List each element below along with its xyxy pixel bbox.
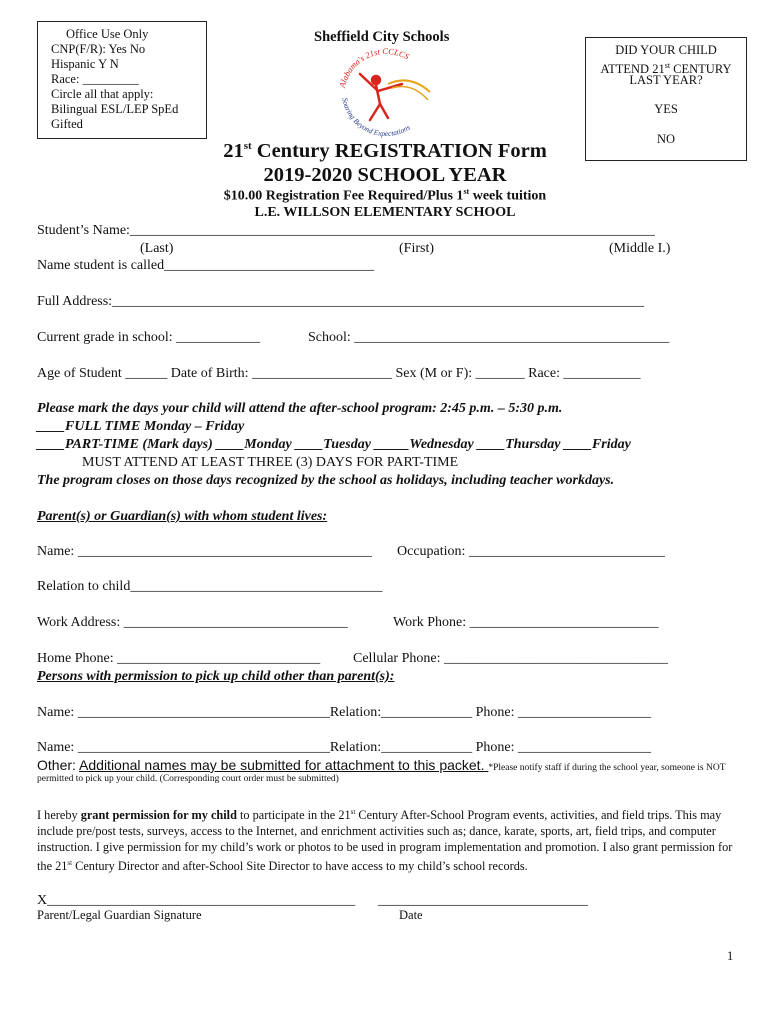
- page-number: 1: [727, 949, 734, 963]
- office-use-title: Office Use Only: [66, 27, 149, 41]
- days-instruction: Please mark the days your child will attend the after-school program: 2:45 p.m. – 5:30 p.m.: [37, 401, 563, 416]
- district-name: Sheffield City Schools: [314, 29, 450, 45]
- relation-field[interactable]: Relation to child____________________________________: [37, 579, 383, 594]
- guardian-name-field[interactable]: Name: __________________________________________: [37, 544, 372, 559]
- office-gifted: Gifted: [51, 117, 83, 131]
- grade-field[interactable]: Current grade in school: ____________: [37, 330, 261, 345]
- other-note-2: permitted to pick up your child. (Corresponding court order must be submitted): [37, 774, 339, 784]
- date-label: Date: [399, 908, 423, 922]
- school-name: L.E. WILLSON ELEMENTARY SCHOOL: [254, 205, 516, 220]
- middle-label: (Middle I.): [609, 241, 671, 256]
- name-called-field[interactable]: Name student is called______________________________: [37, 258, 375, 273]
- permission-paragraph: I hereby grant permission for my child to participate in the 21st Century After-School Program events, activities, and field trips. This may include pre/post tests, surveys, access to the Internet, and enrichment activities such as; dance, karate, sports, art, field trips, and computer instruction. I give permission for my child’s work or photos to be used in program implementation and promotion. I also grant permission for the 21st Century Director and after-School Site Director to have access to my child’s school records.: [37, 808, 733, 874]
- cell-phone-field[interactable]: Cellular Phone: ________________________________: [353, 651, 668, 666]
- svg-text:Soaring Beyond Expectations: [340, 97, 411, 138]
- work-address-field[interactable]: Work Address: ________________________________: [37, 615, 348, 630]
- last-label: (Last): [140, 241, 174, 256]
- closure-note: The program closes on those days recognized by the school as holidays, including teacher workdays.: [37, 473, 615, 488]
- signature-label: Parent/Legal Guardian Signature: [37, 908, 202, 922]
- guardian-heading: Parent(s) or Guardian(s) with whom student lives:: [37, 509, 328, 524]
- school-year: 2019-2020 SCHOOL YEAR: [263, 164, 507, 186]
- office-race: Race: _________: [51, 72, 139, 86]
- prior-line1: DID YOUR CHILD: [615, 43, 717, 57]
- full-time-option[interactable]: ____FULL TIME Monday – Friday: [37, 419, 245, 434]
- age-dob-sex-race-field[interactable]: Age of Student ______ Date of Birth: ____________________ Sex (M or F): _______ Race: ___________: [37, 366, 641, 381]
- signature-line[interactable]: X____________________________________________: [37, 893, 356, 908]
- office-bilingual: Bilingual ESL/LEP SpEd: [51, 102, 179, 116]
- logo-bottom-text: Soaring Beyond Expectations: [340, 96, 412, 139]
- pickup-name-2[interactable]: Name: ____________________________________Relation:_____________ Phone: ___________________: [37, 740, 652, 755]
- must-attend-note: MUST ATTEND AT LEAST THREE (3) DAYS FOR PART-TIME: [82, 455, 459, 470]
- office-hispanic: Hispanic Y N: [51, 57, 119, 71]
- prior-line3: LAST YEAR?: [629, 73, 703, 87]
- work-phone-field[interactable]: Work Phone: ___________________________: [393, 615, 659, 630]
- occupation-field[interactable]: Occupation: ____________________________: [397, 544, 665, 559]
- prior-yes: YES: [654, 102, 678, 116]
- office-cnp: CNP(F/R): Yes No: [51, 42, 146, 56]
- date-line[interactable]: ______________________________: [378, 893, 588, 908]
- logo-top-text: Alabama's 21st CCLCS: [336, 45, 412, 89]
- home-phone-field[interactable]: Home Phone: _____________________________: [37, 651, 321, 666]
- fee-line: $10.00 Registration Fee Required/Plus 1st week tuition: [223, 187, 547, 204]
- form-title: 21st Century REGISTRATION Form: [223, 140, 547, 162]
- cclc-logo: [330, 44, 442, 144]
- pickup-heading: Persons with permission to pick up child other than parent(s):: [37, 669, 395, 684]
- student-name-field[interactable]: Student’s Name:___________________________________________________________________________: [37, 223, 655, 238]
- first-label: (First): [399, 241, 434, 256]
- office-circle: Circle all that apply:: [51, 87, 154, 101]
- prior-no: NO: [656, 132, 676, 146]
- part-time-option[interactable]: ____PART-TIME (Mark days) ____Monday ____Tuesday _____Wednesday ____Thursday ____Friday: [37, 437, 631, 452]
- pickup-name-1[interactable]: Name: ____________________________________Relation:_____________ Phone: ___________________: [37, 705, 652, 720]
- school-field[interactable]: School: _____________________________________________: [308, 330, 670, 345]
- office-use-box: [37, 21, 207, 139]
- other-line: Other: Additional names may be submitted for attachment to this packet. *Please notify staff if during the school year, someone is NOT: [37, 757, 726, 773]
- prior-line2: ATTEND 21st CENTURY: [600, 61, 732, 77]
- full-address-field[interactable]: Full Address:____________________________________________________________________________: [37, 294, 645, 309]
